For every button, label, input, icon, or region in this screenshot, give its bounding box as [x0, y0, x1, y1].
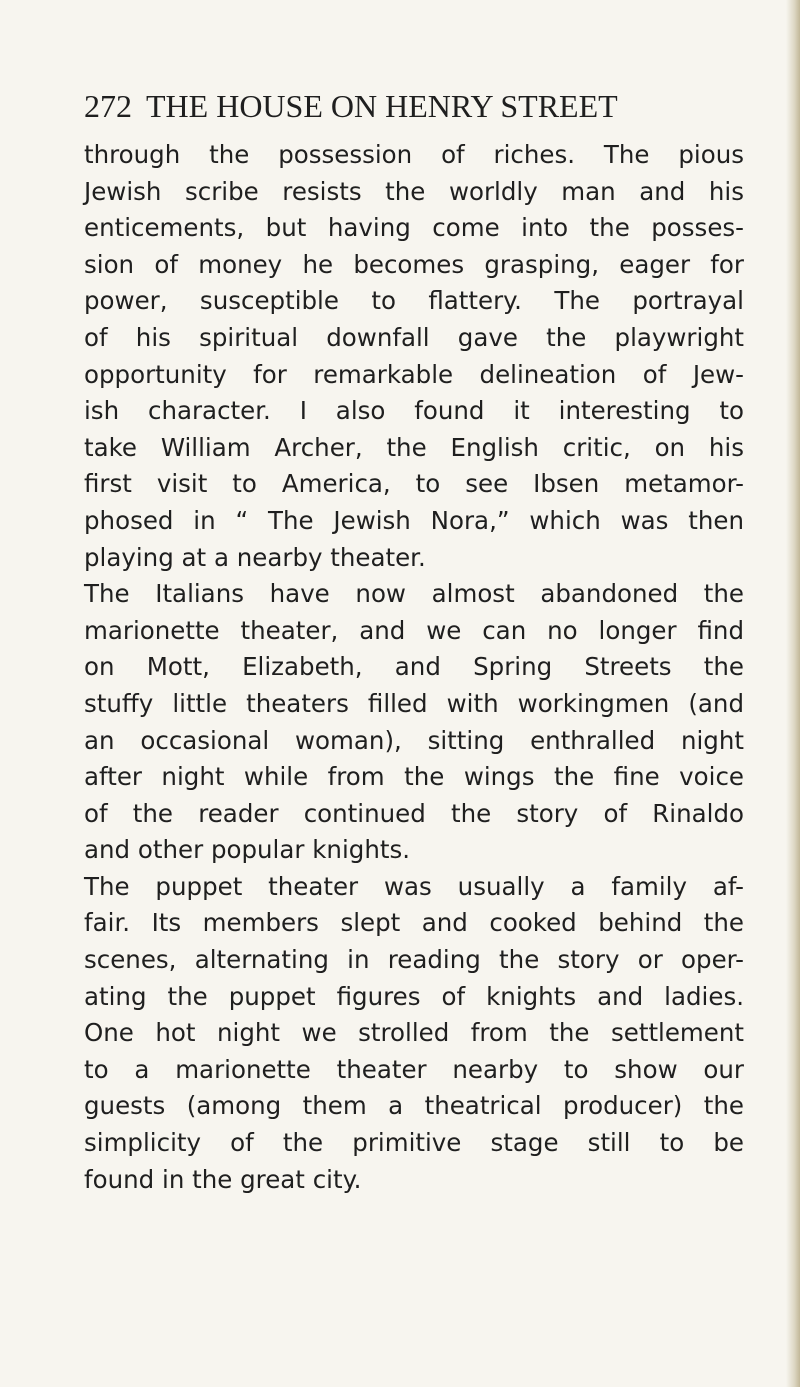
text-line: of the reader continued the story of Rinaldo — [84, 798, 744, 828]
text-line: first visit to America, to see Ibsen metamor- — [84, 469, 744, 499]
text-line: fair. Its members slept and cooked behind the — [84, 908, 744, 938]
text-line: and other popular knights. — [84, 835, 411, 865]
text-line: marionette theater, and we can no longer find — [84, 615, 744, 645]
text-line: power, susceptible to flattery. The portrayal — [84, 286, 744, 316]
text-line: One hot night we strolled from the settlement — [84, 1018, 744, 1048]
text-line: an occasional woman), sitting enthralled night — [84, 725, 744, 755]
text-line: after night while from the wings the fine voice — [84, 762, 744, 792]
text-line: phosed in “ The Jewish Nora,” which was then — [84, 505, 744, 535]
text-line: stuffy little theaters filled with workingmen (and — [84, 688, 744, 718]
text-line: ating the puppet figures of knights and ladies. — [84, 981, 744, 1011]
page-edge-shadow — [786, 0, 800, 1387]
text-line: playing at a nearby theater. — [84, 542, 426, 572]
text-line: on Mott, Elizabeth, and Spring Streets the — [84, 652, 744, 682]
text-line: take William Archer, the English critic, on his — [84, 432, 744, 462]
body-text — [84, 137, 744, 1198]
text-line: sion of money he becomes grasping, eager for — [84, 249, 744, 279]
text-line: The puppet theater was usually a family af- — [84, 871, 744, 901]
text-line: to a marionette theater nearby to show our — [84, 1054, 744, 1084]
page-number: 272 — [84, 88, 132, 124]
running-head — [84, 84, 744, 128]
text-line: enticements, but having come into the posses- — [84, 213, 744, 243]
paragraph — [84, 137, 744, 576]
text-line: guests (among them a theatrical producer) the — [84, 1091, 744, 1121]
text-line: found in the great city. — [84, 1164, 362, 1194]
text-line: opportunity for remarkable delineation of Jew- — [84, 359, 744, 389]
text-line: The Italians have now almost abandoned the — [84, 579, 744, 609]
text-line: of his spiritual downfall gave the playwright — [84, 322, 744, 352]
text-line: simplicity of the primitive stage still to be — [84, 1128, 744, 1158]
paragraph — [84, 869, 744, 1198]
paragraph — [84, 576, 744, 869]
text-line: through the possession of riches. The pious — [84, 140, 744, 169]
text-line: ish character. I also found it interesting to — [84, 396, 744, 426]
text-line: Jewish scribe resists the worldly man and his — [84, 176, 744, 206]
text-line: scenes, alternating in reading the story or oper- — [84, 945, 744, 975]
running-title: THE HOUSE ON HENRY STREET — [146, 88, 618, 124]
